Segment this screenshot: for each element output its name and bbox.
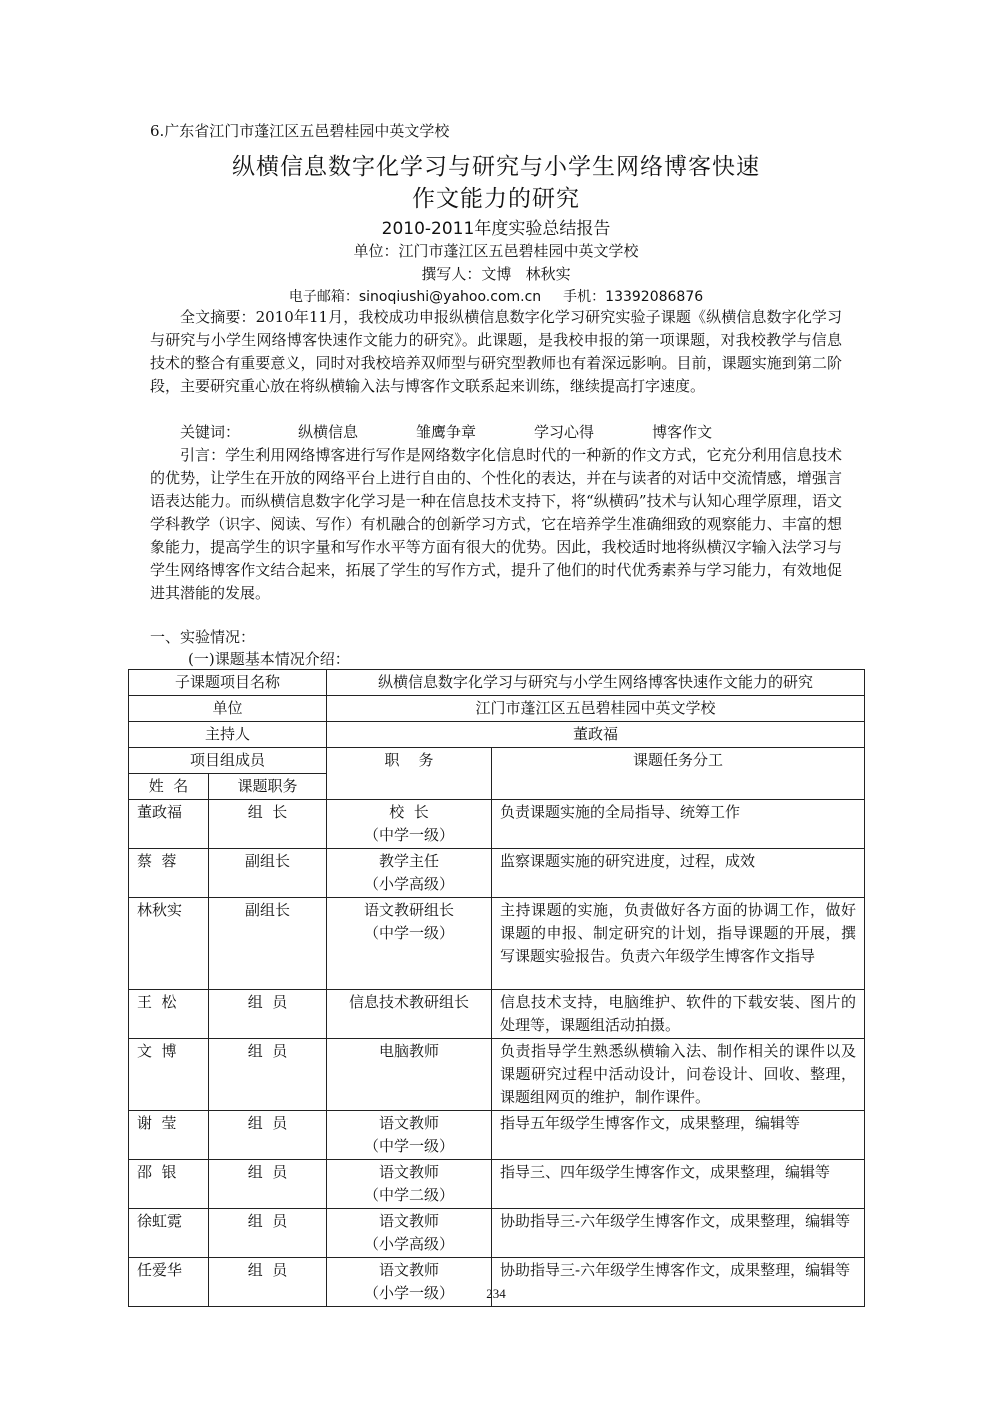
member-position-cell: 电脑教师: [327, 1039, 492, 1111]
phone-text: 手机：13392086876: [563, 289, 704, 305]
subsection-heading: (一)课题基本情况介绍：: [188, 650, 350, 668]
members-label-cell: 项目组成员: [129, 748, 327, 774]
report-subtitle: 2010-2011年度实验总结报告: [381, 219, 611, 239]
role-header-cell: 课题职务: [209, 774, 327, 800]
member-role-cell: 副组长: [209, 849, 327, 898]
title-line-2: 作文能力的研究: [412, 186, 580, 212]
member-name-cell: 王 松: [129, 990, 209, 1039]
host-label-cell: 主持人: [129, 722, 327, 748]
page-number: 234: [486, 1286, 506, 1301]
member-task-cell: 主持课题的实施，负责做好各方面的协调工作，做好课题的申报、制定研究的计划，指导课题的开展，撰写课题实验报告。负责六年级学生博客作文指导: [492, 898, 865, 990]
project-value-cell: 纵横信息数字化学习与研究与小学生网络博客快速作文能力的研究: [327, 670, 865, 696]
table-row: [129, 696, 865, 722]
contact-line: [0, 286, 992, 306]
member-task-cell: 监察课题实施的研究进度，过程，成效: [492, 849, 865, 898]
member-task-cell: 信息技术支持，电脑维护、软件的下载安装、图片的处理等，课题组活动拍摄。: [492, 990, 865, 1039]
email-text: 电子邮箱：sinoqiushi@yahoo.com.cn: [288, 289, 542, 305]
unit-label-cell: 单位: [129, 696, 327, 722]
member-task-cell: 负责指导学生熟悉纵横输入法、制作相关的课件以及课题研究过程中活动设计，问卷设计、回收、整理，课题组网页的维护，制作课件。: [492, 1039, 865, 1111]
member-position-cell: 校 长 （中学一级）: [327, 800, 492, 849]
member-role-cell: 组 员: [209, 1160, 327, 1209]
table-row: [129, 800, 865, 849]
host-value-cell: 董政福: [327, 722, 865, 748]
member-role-cell: 组 员: [209, 1111, 327, 1160]
school-line: 6.广东省江门市蓬江区五邑碧桂园中英文学校: [150, 122, 450, 140]
table-row: [129, 670, 865, 696]
keywords-line: [150, 421, 842, 444]
section-heading: 一、实验情况：: [150, 628, 256, 646]
member-role-cell: 组 员: [209, 1258, 327, 1307]
keyword: 纵横信息: [298, 423, 359, 441]
member-role-cell: 副组长: [209, 898, 327, 990]
member-name-cell: 林秋实: [129, 898, 209, 990]
member-role-cell: 组 员: [209, 1039, 327, 1111]
project-info-table: [128, 669, 865, 1307]
member-task-cell: 协助指导三-六年级学生博客作文，成果整理，编辑等: [492, 1258, 865, 1307]
keyword: 学习心得: [534, 423, 595, 441]
keyword: 雏鹰争章: [416, 423, 477, 441]
intro-paragraph: 引言：学生利用网络博客进行写作是网络数字化信息时代的一种新的作文方式，它充分利用信息技术的优势，让学生在开放的网络平台上进行自由的、个性化的表达，并在与读者的对话中交流情感，增强言语表达能力。而纵横信息数字化学习是一种在信息技术支持下，将“纵横码”技术与认知心理学原理，语文学科教学（识字、阅读、写作）有机融合的创新学习方式，它在培养学生准确细致的观察能力、丰富的想象能力，提高学生的识字量和写作水平等方面有很大的优势。因此，我校适时地将纵横汉字输入法学习与学生网络博客作文结合起来，拓展了学生的写作方式，提升了他们的时代优秀素养与学习能力，有效地促进其潜能的发展。: [150, 446, 842, 602]
member-position-cell: 信息技术教研组长: [327, 990, 492, 1039]
member-name-cell: 任爱华: [129, 1258, 209, 1307]
member-role-cell: 组 长: [209, 800, 327, 849]
project-label-cell: 子课题项目名称: [129, 670, 327, 696]
keywords-label: 关键词：: [180, 423, 241, 441]
member-name-cell: 徐虹霓: [129, 1209, 209, 1258]
member-name-cell: 邵 银: [129, 1160, 209, 1209]
member-task-cell: 协助指导三-六年级学生博客作文，成果整理，编辑等: [492, 1209, 865, 1258]
member-task-cell: 负责课题实施的全局指导、统筹工作: [492, 800, 865, 849]
task-header-cell: 课题任务分工: [492, 748, 865, 800]
member-role-cell: 组 员: [209, 1209, 327, 1258]
member-name-cell: 文 博: [129, 1039, 209, 1111]
position-header-cell: 职 务: [327, 748, 492, 800]
member-task-cell: 指导五年级学生博客作文，成果整理，编辑等: [492, 1111, 865, 1160]
keyword: 博客作文: [652, 423, 713, 441]
member-name-cell: 蔡 蓉: [129, 849, 209, 898]
member-name-cell: 谢 莹: [129, 1111, 209, 1160]
member-name-cell: 董政福: [129, 800, 209, 849]
title-line-1: 纵横信息数字化学习与研究与小学生网络博客快速: [232, 154, 760, 180]
table-row: [129, 1209, 865, 1258]
authors-line: 撰写人：文博 林秋实: [421, 265, 571, 283]
table-row: [129, 898, 865, 990]
abstract-paragraph: 全文摘要：2010年11月，我校成功申报纵横信息数字化学习研究实验子课题《纵横信息数字化学习与研究与小学生网络博客快速作文能力的研究》。此课题，是我校申报的第一项课题，对我校教学与信息技术的整合有重要意义，同时对我校培养双师型与研究型教师也有着深远影响。目前，课题实施到第二阶段，主要研究重心放在将纵横输入法与博客作文联系起来训练，继续提高打字速度。: [150, 308, 842, 395]
table-row: [129, 849, 865, 898]
member-position-cell: 教学主任 （小学高级）: [327, 849, 492, 898]
member-role-cell: 组 员: [209, 990, 327, 1039]
member-position-cell: 语文教师 （中学一级）: [327, 1111, 492, 1160]
member-position-cell: 语文教师 （小学高级）: [327, 1209, 492, 1258]
table-row: [129, 1160, 865, 1209]
unit-line: 单位：江门市蓬江区五邑碧桂园中英文学校: [353, 242, 639, 260]
table-row: [129, 748, 865, 774]
table-row: [129, 722, 865, 748]
name-header-cell: 姓 名: [129, 774, 209, 800]
member-position-cell: 语文教师 （中学二级）: [327, 1160, 492, 1209]
member-task-cell: 指导三、四年级学生博客作文，成果整理，编辑等: [492, 1160, 865, 1209]
unit-value-cell: 江门市蓬江区五邑碧桂园中英文学校: [327, 696, 865, 722]
member-position-cell: 语文教师 （小学一级）: [327, 1258, 492, 1307]
table-row: [129, 1039, 865, 1111]
table-row: [129, 990, 865, 1039]
member-position-cell: 语文教研组长 （中学一级）: [327, 898, 492, 990]
table-row: [129, 1111, 865, 1160]
